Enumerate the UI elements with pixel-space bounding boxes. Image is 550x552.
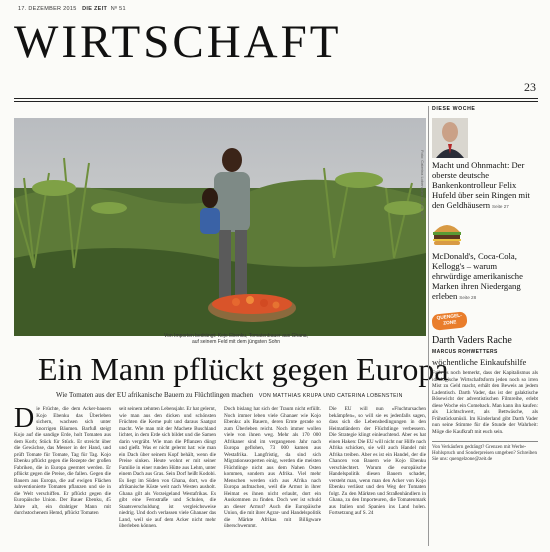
- top-rule: [14, 98, 538, 99]
- paper-name: DIE ZEIT: [82, 6, 108, 12]
- column-title: Darth Vaders Rache: [432, 335, 512, 346]
- article-column-3: Doch bislang hat sich der Traum nicht erfüllt. Noch immer leben viele Ghanaer wie Kojo Ebenku: als Bauern, deren Ernte gerade so zum Überleben reicht. Noch immer wollen viele von ihnen weg. Mehr als 170 000 Afrikaner sind im vergangenen Jahr nach Europa geflohen, 73 000 kamen aus Westafrika. Langfristig, da sind sich Migrationsexperten einig, werden die meisten Flüchtlinge nicht aus dem Nahen Osten kommen, sondern aus Afrika. Viel mehr Menschen werden sich aus Afrika nach Europa aufmachen, weil die Armut in ihrer Heimat es ihnen nicht erlaubt, dort ein Auskommen zu finden. Doch wer ist schuld an dieser Armut? Auch die Europäische Union, die mit ihrer Agrar- und Handelspolitik die Märkte Afrikas mit Billigware überschwemmt.: [224, 406, 321, 529]
- column-1-text: ie Früchte, die dem Acker-bauern Kojo Ebenku das Überleben sichern, wachsen sich unter knorrigen Bäumen. Barfuß steigt Kojo auf die sandige Erde, holt Tomaten aus dem Korb; Stück für Stück. Er streicht über die Gewächse, das Messer in der Hand, und prüft Tomate für Tomate, Tag für Tag. Kojo Ebenku pflückt gegen die Rezepte der großen Fabriken, die in Europa geerntet werden. Er pflückt gegen die Preise, die fallen. Gegen die Bauern aus Europa, die auf ewigen Flächen subventionierte Tomaten pflanzen und sie in die Welt verschiffen. Er pflückt gegen die Europäische Union. Der Bauer Ebenku, 45 Jahre alt, ein drahtiger Mann mit durchstochenem Hemd, pflückt Tomaten: [14, 406, 111, 516]
- sidebar-headline-2: McDonald's, Coca-Cola, Kellogg's – warum ehrwürdige amerikanische Marken ihren Niedergang erleben Seite 28: [432, 251, 523, 301]
- article-column-4: Die EU will nun »Fluchtursachen bekämpfen«, so will sie es jedenfalls sagen, dass sich die Lebensbedingungen in den Heimatländern der Flüchtlinge verbessern. Die Strategie klingt einleuchtend. Aber es hat einen Haken: Die EU will nicht nur Hilfe nach Afrika schicken, sie will auch Handel mit Afrika treiben. Aber es ist ein Handel, der die Chancen von Bauern wie Kojo Ebenku verschlechtert. Warum die europäische Handelspolitik diesen Bauern schadet, versteht man, wenn man den Acker von Kojo Ebenku verlässt und den Weg der Tomaten folgt. Zu den Märkten und Straßenhändlern in Ghana, zu den Importeuren, die Tomatenmark aus Italien und Spanien ins Land holen. Fortsetzung auf S. 24: [329, 406, 426, 516]
- sub-rule: [14, 101, 538, 102]
- farmer-photo: [14, 118, 426, 336]
- column-footnote: Von Verkäufern gedrängt? Grenzen mit Werbe-Hohlspruch und Sonderpreisen umgeben? Schreiben Sie uns: quengelzone@zeit.de: [432, 441, 538, 464]
- quengelzone-column: [432, 311, 538, 464]
- sidebar-headline-1: Macht und Ohnmacht: Der oberste deutsche Bankenkontrolleur Felix Hufeld über sein Ringen mit den Geldhäusern Seite 27: [432, 160, 530, 210]
- caption-line-1: Von Importen bedrängt: Kojo Ebenku, Tomatenbauer aus Ghana,: [164, 333, 308, 339]
- page-number: 23: [524, 80, 536, 94]
- dropcap: D: [14, 406, 35, 434]
- article-subline: [56, 391, 403, 399]
- column-text: Falls es noch bemerkt, dass der Kapitalismus als ideologische Wirtschaftsform jeden noch so irren Mist zu Geld macht, erhält den Beweis an jedem Ladentisch. Darth Vader, das ist der galaktische Bösewicht der adventistischen Filmreihe, erlebt diese Woche ein Comeback. Man kann ihn kaufen: als Lichtschwert, als Bettwäsche, als Frühstücksmüsli. Im Kinderland gibt Darth Vader nun seine Stimme für die Stunde der Wahrheit: Möge die Kaufkraft mit euch sein.: [432, 370, 538, 435]
- sidebar: [432, 106, 538, 546]
- article-body: [14, 406, 426, 546]
- article-headline: Ein Mann pflückt gegen Europa: [38, 351, 449, 387]
- sidebar-item-banking[interactable]: [432, 118, 538, 212]
- article-column-2: seit seinem zehnten Lebensjahr. Er hat gelernt, wie man aus den dicken und schönsten Früchten die Kerne pult und daraus Saatgut macht. Wie man mit der Machete Buschland lichtet, in dem Erde sich bildet und die Samen darin vergräbt. Wie man die Pflanzen düngt und gießt. Was er nicht gelernt hat: wie man ein Dach über seinem Kopf behält, wenn die Preise sinken. Heute wohnt er mit seiner Familie in einer runden Hütte aus Lehm, unter einem Dach aus Gras. Sein Dorf heißt Kodobi. Es liegt im Süden von Ghana, dort, wo die afrikanische Küste weit nach Westen ausholt. Ghana gilt als Vorzeigeland Westafrikas. Es gibt eine Fernstraße und Schulen, die Staatsverschuldung ist vergleichsweise niedrig. Und doch verlassen viele Ghanaer das Land, weil sie auf dem Acker nicht mehr überleben können.: [119, 406, 216, 529]
- subline-text: Wie Tomaten aus der EU afrikanische Bauern zu Flüchtlingen machen: [56, 391, 254, 399]
- photo-credit: Foto: Caterina Lobenstein für DIE ZEIT: [420, 150, 425, 220]
- date-text: 17. DEZEMBER 2015: [18, 6, 77, 12]
- sidebar-label: DIESE WOCHE: [432, 106, 476, 112]
- tomato-basket: [208, 294, 296, 322]
- quengelzone-stamp: QUENGEL- ZONE: [431, 311, 468, 331]
- sidebar-divider: [428, 106, 429, 546]
- article-column-1: [14, 406, 111, 546]
- sidebar-item-brands[interactable]: [432, 220, 538, 303]
- feature-photo: [14, 118, 426, 336]
- column-author: MARCUS ROHWETTERS: [432, 349, 498, 355]
- article-authors: VON MATTHIAS KRUPA UND CATERINA LOBENSTEIN: [258, 393, 403, 399]
- caption-line-2: auf seinem Feld mit dem jüngsten Sohn: [191, 339, 281, 345]
- burger-icon: [432, 220, 462, 246]
- portrait-image: [432, 118, 468, 158]
- page-ref-1: Seite 27: [492, 204, 509, 209]
- column-subtitle: wöchentliche Einkaufshilfe: [432, 357, 527, 367]
- photo-caption: [156, 333, 316, 345]
- page-ref-2: Seite 28: [459, 295, 477, 300]
- section-title: WIRTSCHAFT: [14, 16, 342, 68]
- issue-number: Nº 51: [110, 6, 126, 12]
